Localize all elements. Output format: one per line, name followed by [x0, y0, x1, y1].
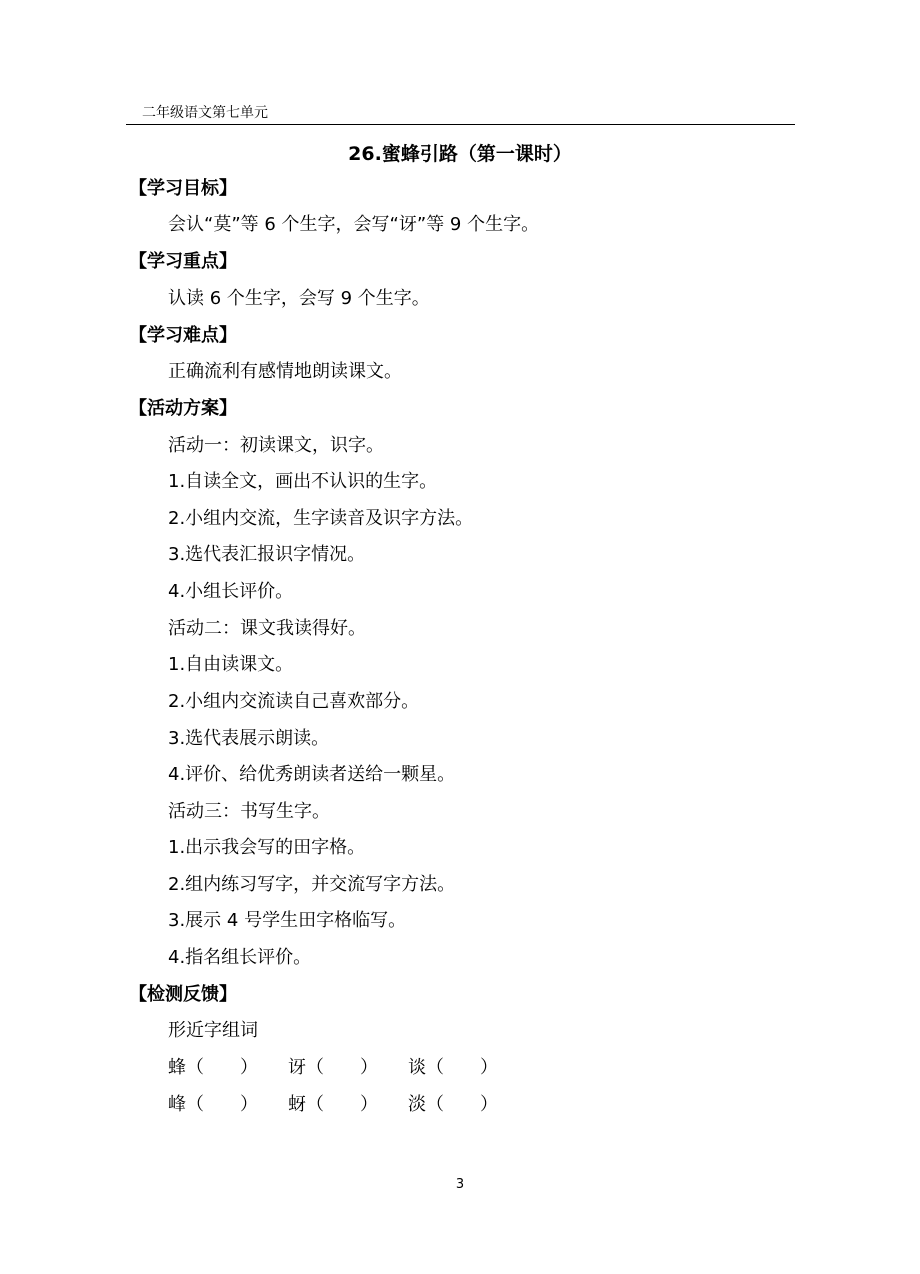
focus-text: 认读 6 个生字，会写 9 个生字。: [168, 288, 430, 309]
header-text: 二年级语文第七单元: [142, 105, 268, 121]
word-group-cell: 讶（ ）: [288, 1057, 378, 1078]
difficulty-text: 正确流利有感情地朗读课文。: [168, 361, 402, 382]
difficulty-heading: 【学习难点】: [129, 325, 237, 346]
activity-line: 2.组内练习写字，并交流写字方法。: [168, 874, 456, 895]
activity-line: 活动二：课文我读得好。: [168, 618, 366, 639]
activity-line: 3.展示 4 号学生田字格临写。: [168, 910, 407, 931]
word-group-cell: 蜂（ ）: [168, 1057, 258, 1078]
word-group-cell: 峰（ ）: [168, 1094, 258, 1115]
activity-line: 4.评价、给优秀朗读者送给一颗星。: [168, 764, 456, 785]
goals-text: 会认“莫”等 6 个生字，会写“讶”等 9 个生字。: [168, 214, 540, 235]
word-group-cell: 淡（ ）: [408, 1094, 498, 1115]
activity-line: 活动一：初读课文，识字。: [168, 435, 384, 456]
word-group-row: [168, 1093, 498, 1189]
activity-line: 1.自读全文，画出不认识的生字。: [168, 471, 438, 492]
activities-heading: 【活动方案】: [129, 398, 237, 419]
activity-line: 2.小组内交流，生字读音及识字方法。: [168, 508, 474, 529]
page-number: 3: [455, 1177, 465, 1192]
activity-line: 4.指名组长评价。: [168, 947, 312, 968]
activity-line: 3.选代表展示朗读。: [168, 728, 330, 749]
activity-line: 4.小组长评价。: [168, 581, 294, 602]
feedback-heading: 【检测反馈】: [129, 984, 237, 1005]
word-group-cell: 谈（ ）: [408, 1057, 498, 1078]
page-header: [126, 104, 795, 125]
activity-line: 1.出示我会写的田字格。: [168, 837, 366, 858]
lesson-title: 26.蜜蜂引路（第一课时）: [348, 143, 572, 165]
activity-line: 活动三：书写生字。: [168, 801, 330, 822]
feedback-intro: 形近字组词: [168, 1020, 258, 1041]
activity-line: 1.自由读课文。: [168, 654, 294, 675]
activity-line: 3.选代表汇报识字情况。: [168, 544, 366, 565]
activity-line: 2.小组内交流读自己喜欢部分。: [168, 691, 420, 712]
word-group-cell: 蚜（ ）: [288, 1094, 378, 1115]
goals-heading: 【学习目标】: [129, 178, 237, 199]
focus-heading: 【学习重点】: [129, 251, 237, 272]
